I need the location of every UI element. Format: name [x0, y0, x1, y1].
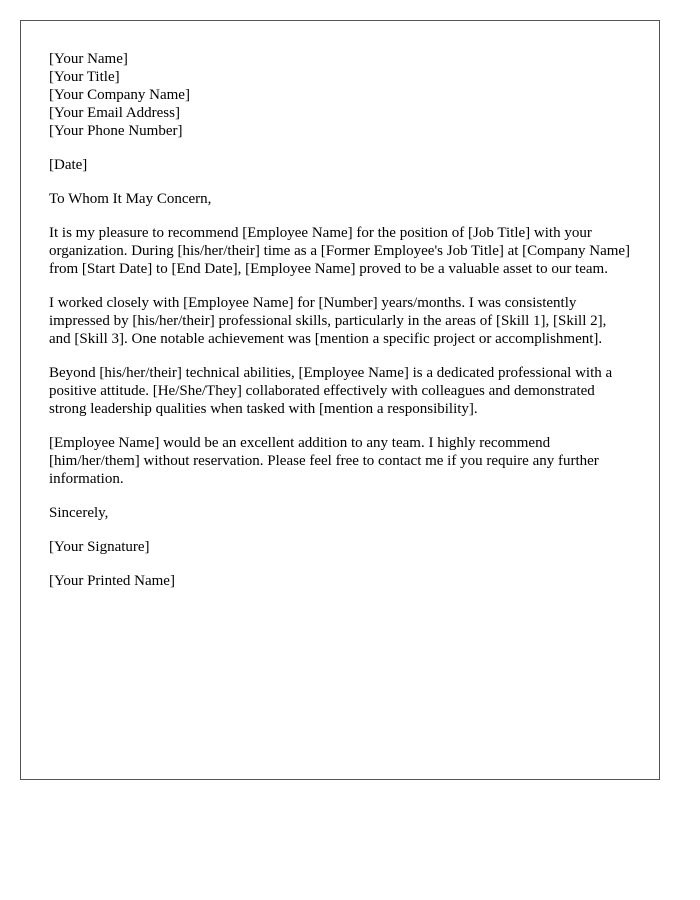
body-paragraph-4: [Employee Name] would be an excellent addition to any team. I highly recommend [him/her/them] without reservation. Please feel free to contact me if you require any further information.: [49, 435, 599, 487]
body-paragraph-2: I worked closely with [Employee Name] for [Number] years/months. I was consistently impressed by [his/her/their] professional skills, particularly in the areas of [Skill 1], [Skill 2], and [Skill 3]. One notable achievement was [mention a specific project or accomplishment].: [49, 295, 607, 347]
sender-phone: [Your Phone Number]: [49, 123, 183, 139]
letter-date: [Date]: [49, 157, 88, 173]
salutation: To Whom It May Concern,: [49, 191, 212, 207]
sender-email: [Your Email Address]: [49, 105, 180, 121]
sender-name: [Your Name]: [49, 51, 128, 67]
letter-page: [20, 20, 660, 780]
body-paragraph-3: Beyond [his/her/their] technical abilities, [Employee Name] is a dedicated professional with a positive attitude. [He/She/They] collaborated effectively with colleagues and demonstrated strong leadership qualities when tasked with [mention a responsibility].: [49, 365, 613, 417]
body-paragraph-1: It is my pleasure to recommend [Employee Name] for the position of [Job Title] with your organization. During [his/her/their] time as a [Former Employee's Job Title] at [Company Name] from [Start Date] to [End Date], [Employee Name] proved to be a valuable asset to our team.: [49, 225, 631, 277]
printed-name: [Your Printed Name]: [49, 573, 175, 589]
sender-company: [Your Company Name]: [49, 87, 190, 103]
sender-address-block: [49, 50, 631, 140]
recommendation-letter: [49, 50, 631, 590]
sender-title: [Your Title]: [49, 69, 120, 85]
signature: [Your Signature]: [49, 539, 150, 555]
closing: Sincerely,: [49, 505, 109, 521]
